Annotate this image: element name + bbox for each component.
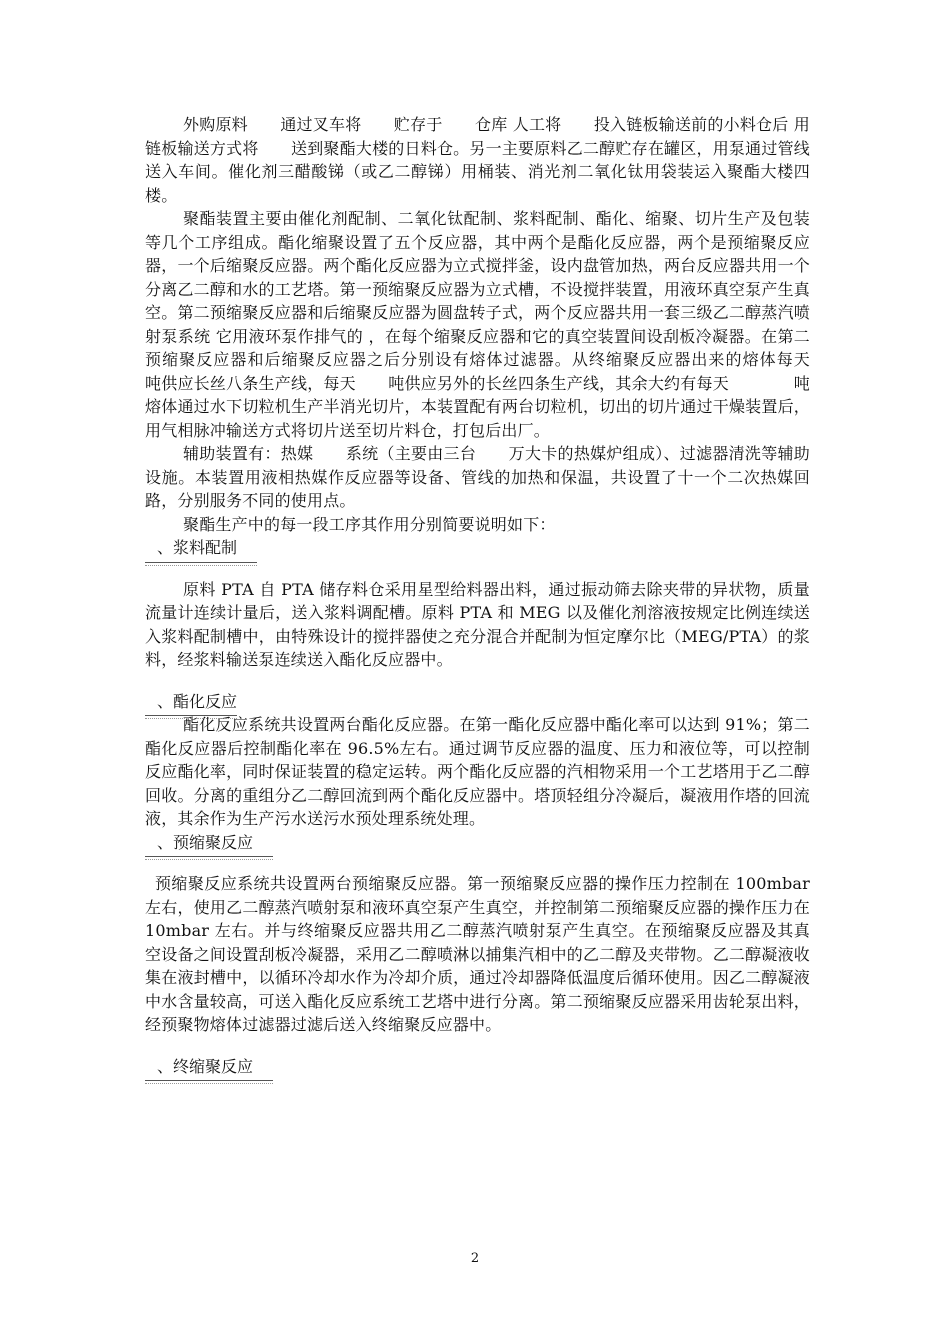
page-number: 2: [470, 1251, 480, 1266]
paragraph-prepolycondensation: 预缩聚反应系统共设置两台预缩聚反应器。第一预缩聚反应器的操作压力控制在 100mbar 左右，使用乙二醇蒸汽喷射泵和液环真空泵产生真空，并控制第二预缩聚反应器的操作压力在 10mbar 左右。并与终缩聚反应器共用乙二醇蒸汽喷射泵产生真空。在预缩聚反应器及其真空设备之间设置刮板冷凝器，采用乙二醇喷淋以捕集汽相中的乙二醇及夹带物。乙二醇凝液收集在液封槽中，以循环冷却水作为冷却介质，通过冷却器降低温度后循环使用。因乙二醇凝液中水含量较高，可送入酯化反应系统工艺塔中进行分离。第二预缩聚反应器采用齿轮泵出料，经预聚物熔体过滤器过滤后送入终缩聚反应器中。: [145, 874, 810, 1034]
section-heading-prepolycondensation: 、预缩聚反应: [145, 831, 273, 855]
section-heading-slurry: 、浆料配制: [145, 536, 257, 560]
section-heading-esterification: 、酯化反应: [145, 690, 237, 714]
paragraph-raw-materials: 外购原料 通过叉车将 贮存于 仓库 人工将 投入链板输送前的小料仓后 用链板输送方式将 送到聚酯大楼的日料仓。另一主要原料乙二醇贮存在罐区，用泵通过管线送入车间。催化剂三醋酸锑（或乙二醇锑）用桶装、消光剂二氧化钛用袋装运入聚酯大楼四楼。: [145, 115, 810, 205]
section-heading-final-polycondensation: 、终缩聚反应: [145, 1055, 273, 1079]
paragraph-process-intro: 聚酯生产中的每一段工序其作用分别简要说明如下：: [183, 514, 556, 534]
paragraph-slurry: 原料 PTA 自 PTA 储存料仓采用星型给料器出料，通过振动筛去除夹带的异状物，质量流量计连续计量后，送入浆料调配槽。原料 PTA 和 MEG 以及催化剂溶液按规定比例连续送入浆料配制槽中，由特殊设计的搅拌器使之充分混合并配制为恒定摩尔比（MEG/PTA）的浆料，经浆料输送泵连续送入酯化反应器中。: [145, 579, 810, 669]
paragraph-esterification: 酯化反应系统共设置两台酯化反应器。在第一酯化反应器中酯化率可以达到 91%；第二酯化反应器后控制酯化率在 96.5%左右。通过调节反应器的温度、压力和液位等，可以控制反应酯化率，同时保证装置的稳定运转。两个酯化反应器的汽相物采用一个工艺塔用于乙二醇回收。分离的重组分乙二醇回流到两个酯化反应器中。塔顶轻组分冷凝后，凝液用作塔的回流液，其余作为生产污水送污水预处理系统处理。: [145, 715, 810, 828]
document-body: [145, 113, 843, 1078]
paragraph-unit-overview: 聚酯装置主要由催化剂配制、二氧化钛配制、浆料配制、酯化、缩聚、切片生产及包装等几个工序组成。酯化缩聚设置了五个反应器，其中两个是酯化反应器，两个是预缩聚反应器，一个后缩聚反应器。两个酯化反应器为立式搅拌釜，设内盘管加热，两台反应器共用一个分离乙二醇和水的工艺塔。第一预缩聚反应器为立式槽，不设搅拌装置，用液环真空泵产生真空。第二预缩聚反应器和后缩聚反应器为圆盘转子式，两个反应器共用一套三级乙二醇蒸汽喷射泵系统 它用液环泵作排气的 ，在每个缩聚反应器和它的真空装置间设刮板冷凝器。在第二预缩聚反应器和后缩聚反应器之后分别设有熔体过滤器。从终缩聚反应器出来的熔体每天 吨供应长丝八条生产线，每天 吨供应另外的长丝四条生产线，其余大约有每天 吨熔体通过水下切粒机生产半消光切片，本装置配有两台切粒机，切出的切片通过干燥装置后，用气相脉冲输送方式将切片送至切片料仓，打包后出厂。: [145, 209, 843, 440]
paragraph-auxiliary: 辅助装置有：热媒 系统（主要由三台 万大卡的热媒炉组成）、过滤器清洗等辅助设施。本装置用液相热媒作反应器等设备、管线的加热和保温，共设置了十一个二次热媒回路，分别服务不同的使用点。: [145, 444, 810, 510]
